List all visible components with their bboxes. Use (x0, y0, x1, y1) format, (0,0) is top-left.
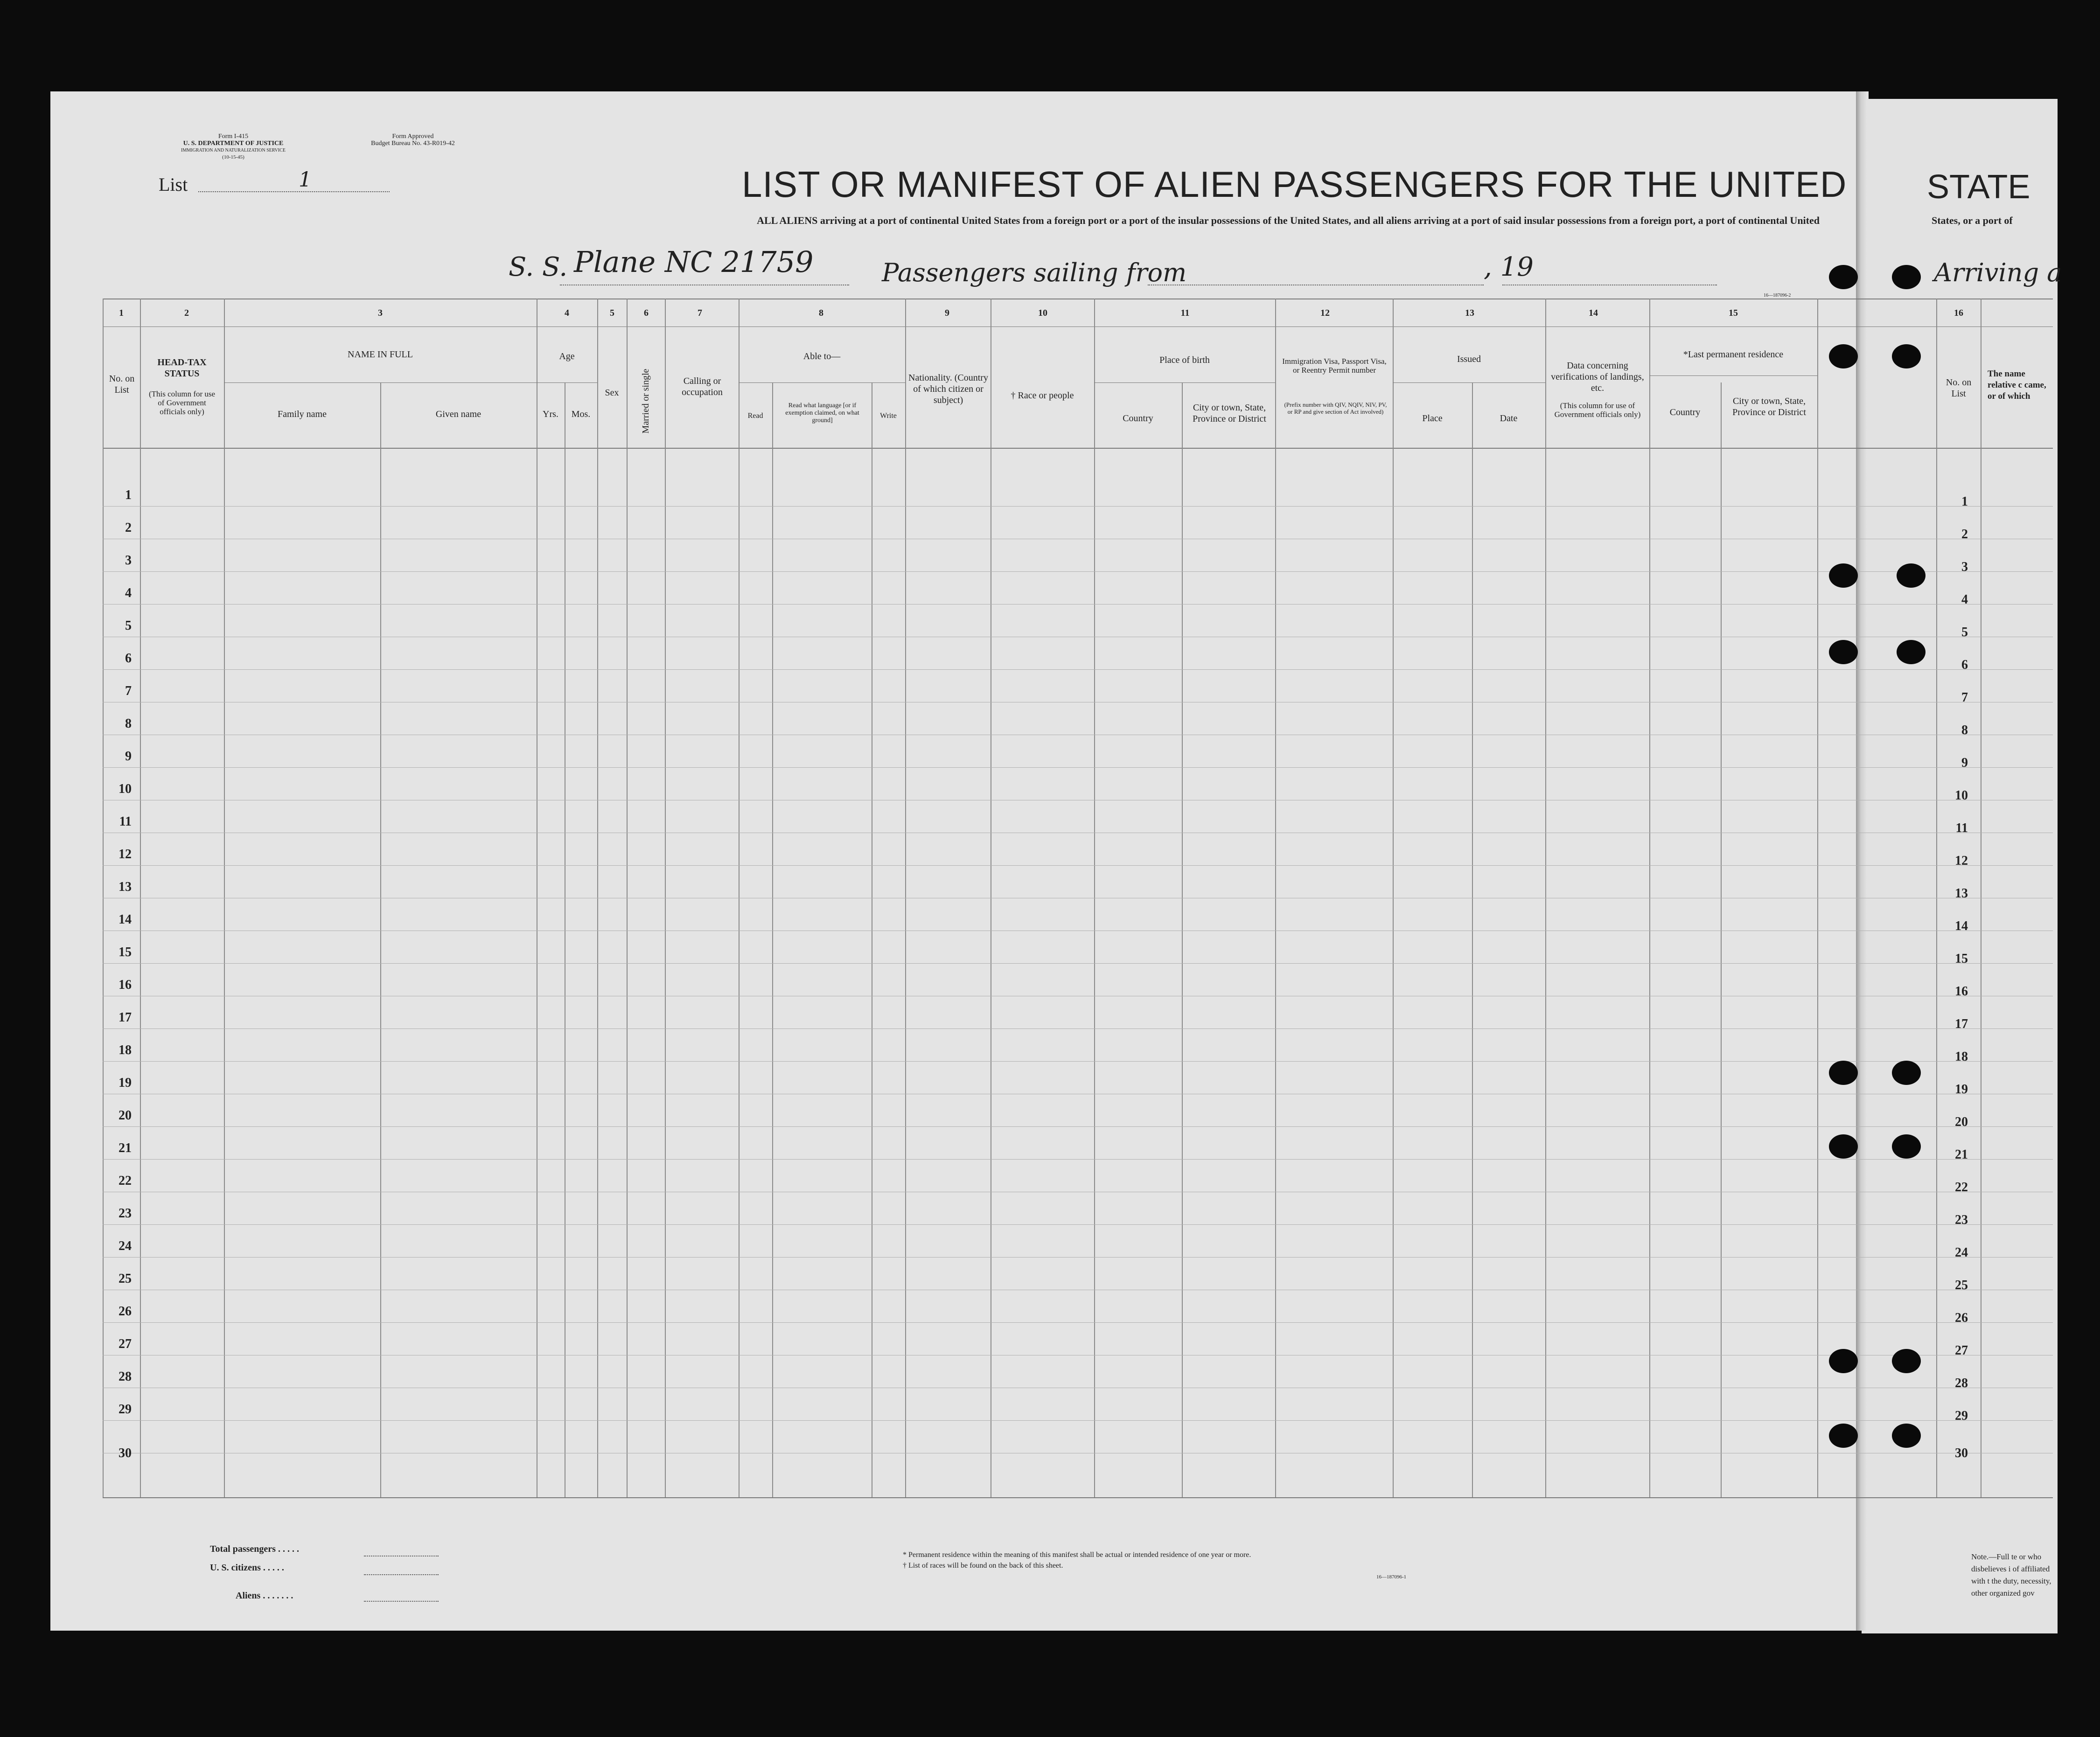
list-line (198, 191, 390, 193)
manifest-sheet (50, 91, 1869, 1631)
us-citizens-label: U. S. citizens . . . . . (210, 1563, 284, 1573)
row-number-right: 24 (1955, 1245, 1968, 1260)
col-num: 14 (1589, 308, 1598, 318)
us-citizens-line (364, 1574, 439, 1575)
row-rule (103, 1420, 2053, 1421)
row-rule (103, 767, 2053, 768)
header-relative-name: The name relative c came, or of which (1988, 369, 2046, 401)
row-number-right: 14 (1955, 919, 1968, 933)
header-age: Age (559, 351, 575, 361)
col-num: 11 (1180, 308, 1190, 318)
row-number: 3 (125, 553, 132, 568)
row-rule (103, 1224, 2053, 1225)
punch-hole (1829, 1424, 1858, 1448)
row-number: 13 (119, 880, 132, 894)
row-number-right: 21 (1955, 1147, 1968, 1162)
col-num: 6 (644, 308, 649, 318)
row-number: 28 (119, 1369, 132, 1384)
header-married-single: Married or single (641, 368, 651, 434)
row-number: 22 (119, 1174, 132, 1188)
row-number-right: 5 (1961, 625, 1968, 639)
row-number-right: 13 (1955, 886, 1968, 901)
col-line (772, 382, 773, 1497)
row-number-right: 4 (1961, 592, 1968, 607)
print-code: 16—187096-2 (1764, 293, 1791, 298)
service: IMMIGRATION AND NATURALIZATION SERVICE (181, 148, 286, 153)
header-verifications-note: (This column for use of Government officials only) (1554, 401, 1641, 419)
row-number: 30 (119, 1446, 132, 1460)
issued-subrule (1393, 382, 1545, 383)
header-place-of-birth: Place of birth (1159, 355, 1210, 365)
row-number-right: 22 (1955, 1180, 1968, 1195)
row-number-right: 26 (1955, 1311, 1968, 1325)
row-number-right: 28 (1955, 1376, 1968, 1390)
row-number-right: 6 (1961, 658, 1968, 672)
sailing-line (1148, 285, 1484, 286)
header-family-name: Family name (278, 409, 327, 419)
punch-hole (1897, 640, 1926, 664)
punch-hole (1829, 1349, 1858, 1373)
row-rule (103, 1257, 2053, 1258)
total-passengers-label: Total passengers . . . . . (210, 1544, 299, 1554)
col-num: 3 (378, 308, 383, 318)
row-rule (103, 963, 2053, 964)
aliens-line (364, 1601, 439, 1602)
row-number-right: 18 (1955, 1049, 1968, 1064)
age-subrule (537, 382, 597, 383)
manifest-subtitle-continued: States, or a port of (1932, 215, 2013, 226)
header-calling: Calling or occupation (682, 376, 723, 397)
col-line (1721, 382, 1722, 1497)
punch-hole (1892, 1424, 1921, 1448)
header-birth-country: Country (1123, 413, 1153, 424)
manifest-subtitle: ALL ALIENS arriving at a port of continental United States from a foreign port or a port of the insular possessions of the United States, and all aliens arriving at a port of said insular possessions from a foreign port, a port of continental United (757, 215, 1820, 226)
department: U. S. DEPARTMENT OF JUSTICE (183, 140, 284, 147)
footer-note-right: Note.—Full te or who disbelieves i of affiliated with t the duty, necessity, other organized gov (1971, 1552, 2051, 1598)
date-line (1502, 285, 1717, 286)
row-number-right: 20 (1955, 1115, 1968, 1129)
row-number: 24 (119, 1239, 132, 1253)
col-line (1182, 382, 1183, 1497)
row-number-right: 12 (1955, 854, 1968, 868)
header-visa-note: (Prefix number with QIV, NQIV, NIV, PV, or RP and give section of Act involved) (1284, 401, 1387, 415)
list-value: 1 (299, 168, 312, 192)
col-num: 5 (610, 308, 614, 318)
header-residence-city: City or town, State, Province or District (1732, 396, 1806, 417)
ss-label: S. S. (509, 252, 568, 282)
header-no-on-list: No. on List (109, 374, 135, 395)
row-rule (103, 571, 2053, 572)
header-last-residence: *Last permanent residence (1683, 349, 1784, 360)
ss-value: Plane NC 21759 (574, 245, 814, 279)
arriving-label: Arriving a (1934, 258, 2062, 287)
header-no-on-list-right: No. on List (1946, 377, 1972, 399)
sailing-label: Passengers sailing from (882, 258, 1187, 287)
row-rule (103, 1061, 2053, 1062)
row-rule (103, 1028, 2053, 1029)
row-number: 23 (119, 1206, 132, 1221)
header-nationality: Nationality. (Country of which citizen or subject) (908, 373, 988, 405)
row-number-right: 23 (1955, 1213, 1968, 1227)
col-num: 8 (819, 308, 823, 318)
row-number: 17 (119, 1010, 132, 1025)
row-number: 6 (125, 651, 132, 666)
header-residence-country: Country (1669, 407, 1701, 417)
row-number: 1 (125, 488, 132, 502)
punch-hole (1892, 1134, 1921, 1159)
row-number-right: 27 (1955, 1343, 1968, 1358)
row-number-right: 15 (1955, 952, 1968, 966)
header-name-in-full: NAME IN FULL (348, 349, 413, 360)
punch-hole (1829, 563, 1858, 588)
footnote-races: † List of races will be found on the back of this sheet. (903, 1562, 1063, 1570)
row-number-right: 2 (1961, 527, 1968, 542)
residence-subrule (1649, 375, 1817, 376)
header-issued-date: Date (1500, 413, 1518, 424)
row-number: 14 (119, 912, 132, 927)
row-number-right: 17 (1955, 1017, 1968, 1031)
row-rule (103, 1159, 2053, 1160)
header-issued-place: Place (1422, 413, 1443, 424)
form-approved: Form Approved (392, 133, 434, 140)
punch-hole (1829, 344, 1858, 368)
form-header-left (154, 133, 313, 161)
row-rule (103, 506, 2053, 507)
header-age-yrs: Yrs. (543, 409, 558, 419)
header-write: Write (880, 412, 897, 420)
col-num: 7 (698, 308, 702, 318)
punch-hole (1892, 1349, 1921, 1373)
row-number: 29 (119, 1402, 132, 1417)
able-subrule (739, 382, 905, 383)
ss-line (560, 285, 849, 286)
row-number: 9 (125, 749, 132, 764)
row-number: 15 (119, 945, 132, 959)
row-number-right: 9 (1961, 756, 1968, 770)
row-number-right: 29 (1955, 1409, 1968, 1423)
row-number: 20 (119, 1108, 132, 1123)
punch-hole (1892, 344, 1921, 368)
header-visa: Immigration Visa, Passport Visa, or Reentry Permit number (1282, 357, 1387, 375)
row-number: 11 (119, 814, 132, 829)
year-label: , 19 (1484, 252, 1534, 282)
row-number-right: 25 (1955, 1278, 1968, 1292)
aliens-label: Aliens . . . . . . . (236, 1591, 293, 1601)
birth-subrule (1094, 382, 1275, 383)
footer-code: 16—187096-1 (1376, 1574, 1407, 1580)
list-label: List (159, 174, 188, 195)
row-number-right: 1 (1961, 494, 1968, 509)
row-number: 5 (125, 618, 132, 633)
col-line (380, 382, 381, 1497)
form-date: (10-15-45) (222, 154, 244, 160)
header-given-name: Given name (435, 409, 481, 419)
row-rule (103, 865, 2053, 866)
header-head-tax-note: (This column for use of Government officials only) (148, 389, 216, 416)
col-num: 2 (184, 308, 189, 318)
punch-hole (1897, 563, 1926, 588)
header-age-mos: Mos. (571, 409, 591, 419)
header-sex: Sex (605, 388, 619, 398)
col-num: 15 (1729, 308, 1738, 318)
col-num: 10 (1038, 308, 1047, 318)
row-rule (103, 1322, 2053, 1323)
row-number: 8 (125, 716, 132, 731)
table-bottom-rule (103, 1497, 2053, 1498)
header-read: Read (747, 412, 763, 420)
punch-hole (1829, 265, 1858, 289)
header-bottom-rule (103, 448, 2053, 449)
col-num: 16 (1954, 308, 1963, 318)
header-able-to: Able to— (803, 351, 841, 361)
header-verifications: Data concerning verifications of landings, etc. (1551, 361, 1644, 393)
row-number-right: 16 (1955, 984, 1968, 999)
header-race: † Race or people (1011, 390, 1074, 401)
page-fold (1856, 91, 1866, 1631)
row-number: 12 (119, 847, 132, 862)
row-number: 2 (125, 521, 132, 535)
row-number: 10 (119, 782, 132, 796)
punch-hole (1892, 265, 1921, 289)
col-num: 1 (119, 308, 124, 318)
row-number-right: 19 (1955, 1082, 1968, 1097)
col-num: 12 (1320, 308, 1330, 318)
row-rule (103, 669, 2053, 670)
name-subrule (224, 382, 537, 383)
manifest-title-continued: STATE (1927, 168, 2030, 206)
row-rule (103, 1126, 2053, 1127)
header-birth-city: City or town, State, Province or District (1193, 403, 1266, 424)
row-number: 16 (119, 978, 132, 992)
form-number: Form I-415 (218, 133, 249, 140)
header-read-language: Read what language [or if exemption claimed, on what ground] (785, 402, 859, 424)
row-number: 19 (119, 1076, 132, 1090)
budget-bureau: Budget Bureau No. 43-R019-42 (371, 140, 455, 147)
row-number-right: 8 (1961, 723, 1968, 737)
row-number: 4 (125, 586, 132, 600)
col-num: 13 (1465, 308, 1474, 318)
row-number-right: 10 (1955, 788, 1968, 803)
punch-hole (1829, 640, 1858, 664)
row-number: 26 (119, 1304, 132, 1319)
header-issued: Issued (1457, 354, 1481, 364)
row-number: 7 (125, 684, 132, 698)
footnote-residence: * Permanent residence within the meaning of this manifest shall be actual or intended residence of one year or more. (903, 1551, 1251, 1559)
header-head-tax: HEAD-TAX STATUS (157, 357, 207, 379)
manifest-title: LIST OR MANIFEST OF ALIEN PASSENGERS FOR THE UNITED (742, 164, 1847, 205)
row-number-right: 3 (1961, 560, 1968, 574)
row-number: 25 (119, 1271, 132, 1286)
col-line (1472, 382, 1473, 1497)
punch-hole (1829, 1134, 1858, 1159)
col-num: 9 (945, 308, 949, 318)
row-number: 18 (119, 1043, 132, 1057)
row-number: 21 (119, 1141, 132, 1155)
punch-hole (1829, 1061, 1858, 1085)
punch-hole (1892, 1061, 1921, 1085)
row-number-right: 7 (1961, 690, 1968, 705)
row-number-right: 11 (1955, 821, 1968, 835)
row-number-right: 30 (1955, 1446, 1968, 1460)
col-num: 4 (565, 308, 569, 318)
form-header-approval (343, 133, 483, 147)
row-number: 27 (119, 1337, 132, 1351)
